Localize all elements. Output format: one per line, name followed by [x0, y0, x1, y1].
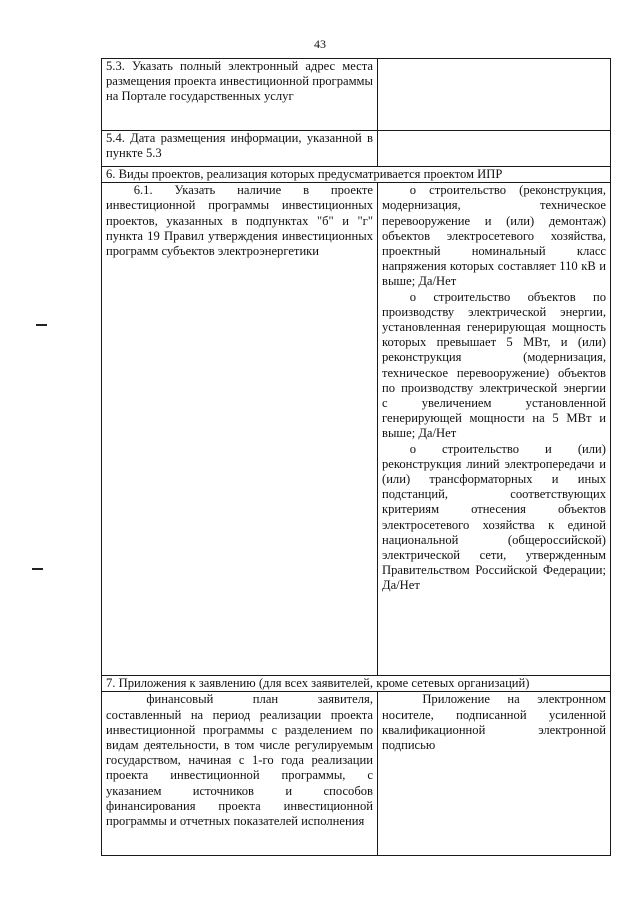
margin-mark [36, 324, 47, 326]
option-power-grid-110kv: о строительство (реконструкция, модернизация, техническое перевооружение и (или) демонтаж) объектов электросетевого хозяйства, проектный номинальный класс напряжения которых составляет 110 кВ и выше; Да/Нет [382, 183, 606, 289]
page-number: 43 [314, 37, 326, 51]
option-national-grid: о строительство и (или) реконструкция линий электропередачи и (или) трансформаторных и иных подстанций, соответствующих критериям отнесения объектов электросетевого хозяйства к единой национальной (общероссийской) электрической сети, утвержденным Правительством Российской Федерации; Да/Нет [382, 441, 606, 593]
attachment-description: финансовый план заявителя, составленный на период реализации проекта инвестиционной программы с разделением по видам деятельности, в том числе регулируемым государством, начиная с 1-го года реализации проекта инвестиционной программы, с указанием источников и способов финансирования проекта инвестиционной программы и отчетных показателей исполнения [102, 692, 378, 856]
section-7-header-row [102, 676, 611, 692]
row-5-3-label: 5.3. Указать полный электронный адрес места размещения проекта инвестиционной программы на Портале государственных услуг [102, 59, 378, 131]
row-6-1-label: 6.1. Указать наличие в проекте инвестиционной программы инвестиционных проектов, указанных в подпунктах "б" и "г" пункта 19 Правил утверждения инвестиционных программ субъектов электроэнергетики [102, 183, 378, 676]
row-5-4-value [378, 131, 611, 167]
option-generation-5mw: о строительство объектов по производству электрической энергии, установленная генерирующая мощность которых превышает 5 МВт, и (или) реконструкция (модернизация, техническое перевооружение) объектов по производству электрической энергии с увеличением установленной генерирующей мощности на 5 МВт и выше; Да/Нет [382, 289, 606, 441]
margin-mark [32, 568, 43, 570]
row-5-3-value [378, 59, 611, 131]
table-row-5-3 [102, 59, 611, 131]
row-6-1-options [378, 183, 611, 676]
row-5-4-label: 5.4. Дата размещения информации, указанной в пункте 5.3 [102, 131, 378, 167]
section-6-header: 6. Виды проектов, реализация которых предусматривается проектом ИПР [102, 167, 611, 183]
form-table [101, 58, 611, 856]
section-6-header-row [102, 167, 611, 183]
section-7-header: 7. Приложения к заявлению (для всех заявителей, кроме сетевых организаций) [102, 676, 611, 692]
table-row-6-1 [102, 183, 611, 676]
attachment-format: Приложение на электронном носителе, подписанной усиленной квалификационной электронной подписью [378, 692, 611, 856]
table-row-5-4 [102, 131, 611, 167]
table-row-attachment [102, 692, 611, 856]
